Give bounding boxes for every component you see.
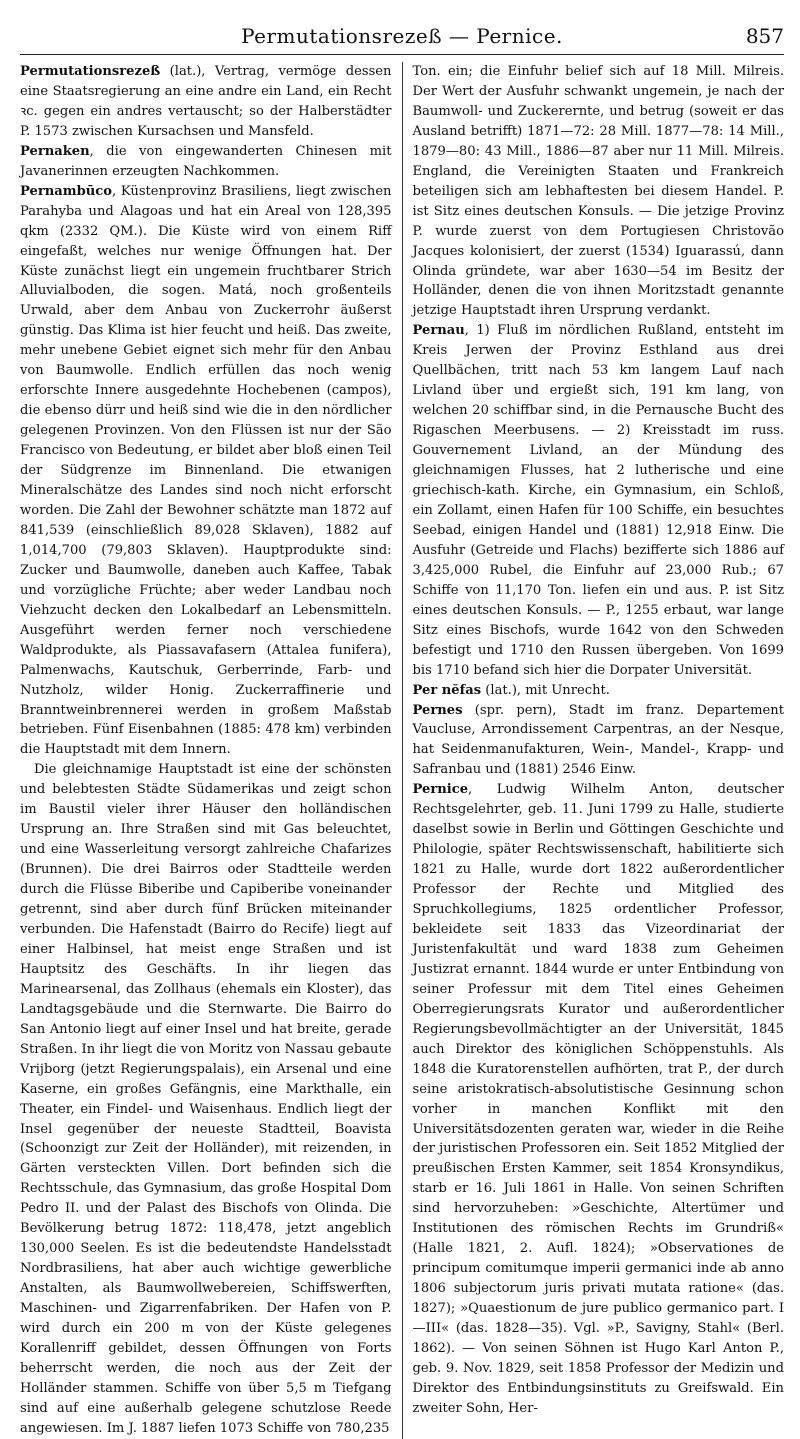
headword: Pernes bbox=[412, 702, 463, 718]
page-number: 857 bbox=[745, 24, 784, 48]
headword: Pernaken bbox=[20, 143, 90, 159]
paragraph-text: Die gleichnamige Hauptstadt ist eine der schönsten und belebtesten Städte Südamerikas und zeigt schon im Baustil vieler ihrer Häuser den holländischen Ursprung an. Ihre Straßen sind mit Gas beleuchtet, und eine Wasserleitung versorgt zahlreiche Chafarizes (Brunnen). Die drei Bairros oder Stadtteile werden durch die Flüsse Biberibe und Capiberibe voneinander getrennt, sind aber durch fünf Brücken miteinander verbunden. Die Hafenstadt (Bairro do Recife) liegt auf einer Halbinsel, hat meist enge Straßen und ist Hauptsitz des Geschäfts. In ihr liegen das Marinearsenal, das Zollhaus (ehemals ein Kloster), das Landtagsgebäude und die Sternwarte. Die Bairro do San Antonio liegt auf einer Insel und hat breite, gerade Straßen. In ihr liegt die von Moritz von Nassau gebaute Vrijborg (jetzt Regierungspalais), ein Arsenal und eine Kaserne, ein großes Gefängnis, eine Markthalle, ein Theater, ein Findel- und Waisenhaus. Endlich liegt der Insel gegenüber der neueste Stadtteil, Boavista (Schoonzigt zur Zeit der Holländer), mit reizenden, in Gärten versteckten Villen. Dort befinden sich die Rechtsschule, das Gymnasium, das große Hospital Dom Pedro II. und der Palast des Bischofs von Olinda. Die Bevölkerung betrug 1872: 118,478, jetzt angeblich 130,000 Seelen. Es ist die bedeutendste Handelsstadt Nordbrasiliens, hat aber auch wichtige gewerbliche Anstalten, als Baumwollwebereien, Schiffswerften, Maschinen- und Zigarrenfabriken. Der Hafen von P. wird durch ein 200 m von der Küste gelegenes Korallenriff gebildet, dessen Öffnungen von Forts beherrscht werden, die noch aus der Zeit der Holländer stammen. Schiffe von über 5,5 m Tiefgang sind auf eine außerhalb gelegene schutzlose Reede angewiesen. Im J. 1887 liefen 1073 Schiffe von 780,235 bbox=[20, 762, 392, 1436]
entry-text: , Küstenprovinz Brasiliens, liegt zwischen Parahyba und Alagoas und hat ein Areal von 128,395 qkm (2332 QM.). Die Küste wird von einem Riff eingefaßt, welches nur wenige Öffnungen hat. Der Küste zunächst liegt ein ungemein fruchtbarer Strich Alluvialboden, die sogen. Matá, noch großenteils Urwald, aber dem Anbau von Zuckerrohr äußerst günstig. Das Klima ist hier feucht und heiß. Das zweite, mehr unebene Gebiet eignet sich mehr für den Anbau von Baumwolle. Endlich erfüllen das noch wenig erforschte Innere ausgedehnte Hochebenen (campos), die ebenso dürr und heiß sind wie die in den nördlicher gelegenen Provinzen. Von den Flüssen ist nur der São Francisco von Bedeutung, er bildet aber bloß einen Teil der Südgrenze im Binnenland. Die etwanigen Mineralschätze des Landes sind noch nicht erforscht worden. Die Zahl der Bewohner schätzte man 1872 auf 841,539 (einschließlich 89,028 Sklaven), 1882 auf 1,014,700 (79,803 Sklaven). Hauptprodukte sind: Zucker und Baumwolle, daneben auch Kaffee, Tabak und vorzügliche Früchte; aber weder Landbau noch Viehzucht decken den Lokalbedarf an Lebensmitteln. Ausgeführt werden ferner noch verschiedene Waldprodukte, als Piassavafasern (Attalea funifera), Palmenwachs, Kautschuk, Gerberrinde, Farb- und Nutzholz, wilder Honig. Zuckerraffinerie und Branntweinbrennerei werden in großem Maßstab betrieben. Fünf Eisenbahnen (1885: 478 km) verbinden die Hauptstadt mit dem Innern. bbox=[20, 183, 392, 758]
entry-pernice bbox=[413, 780, 785, 1419]
paragraph-hauptstadt bbox=[20, 760, 392, 1438]
entry-text: , die von eingewanderten Chinesen mit Javanerinnen erzeugten Nachkommen. bbox=[20, 143, 392, 179]
right-column bbox=[403, 62, 785, 1439]
entry-pernambuco bbox=[20, 182, 392, 761]
paragraph-continuation bbox=[413, 62, 785, 321]
entry-text: , Ludwig Wilhelm Anton, deutscher Rechtsgelehrter, geb. 11. Juni 1799 zu Halle, studierte daselbst sowie in Berlin und Göttingen Geschichte und Philologie, später Rechtswissenschaft, habilitierte sich 1821 zu Halle, wurde dort 1822 außerordentlicher Professor der Rechte und Mitglied des Spruchkollegiums, 1825 ordentlicher Professor, bekleidete seit 1833 das Vizeordinariat der Juristenfakultät und ward 1838 zum Geheimen Justizrat ernannt. 1844 wurde er unter Entbindung von seiner Professur mit dem Titel eines Geheimen Oberregierungsrats Kurator und außerordentlicher Regierungsbevollmächtigter an der Universität, 1845 auch Direktor des königlichen Schöppenstuhls. Als 1848 die Kuratorenstellen aufhörten, trat P., der durch seine aristokratisch-absolutistische Gesinnung schon vorher in manchen Konflikt mit den Universitätsdozenten geraten war, wieder in die Reihe der juristischen Professoren ein. Seit 1852 Mitglied der preußischen Ersten Kammer, seit 1854 Kronsyndikus, starb er 16. Juli 1861 in Halle. Von seinen Schriften sind hervorzuheben: »Geschichte, Altertümer und Institutionen des römischen Rechts im Grundriß« (Halle 1821, 2. Aufl. 1824); »Observationes de principum comitumque imperii germanici inde ab anno 1806 subjectorum juris privati mutata ratione« (das. 1827); »Quaestionum de jure publico germanico part. I—III« (das. 1828—35). Vgl. »P., Savigny, Stahl« (Berl. 1862). — Von seinen Söhnen ist Hugo Karl Anton P., geb. 9. Nov. 1829, seit 1858 Professor der Medizin und Direktor des Entbindungsinstituts zu Greifswald. Ein zweiter Sohn, Her- bbox=[412, 782, 784, 1416]
page bbox=[20, 22, 784, 1436]
entry-text: (lat.), mit Unrecht. bbox=[481, 682, 610, 698]
entry-per-nefas bbox=[413, 681, 785, 701]
headword: Pernice bbox=[412, 782, 469, 798]
headword: Per nĕfas bbox=[412, 682, 482, 698]
text-columns bbox=[20, 62, 784, 1439]
headword: Permutationsrezeß bbox=[20, 64, 161, 79]
entry-text: (spr. pern), Stadt im franz. Departement Vaucluse, Arrondissement Carpentras, an der Nesque, hat Seidenmanufakturen, Wein-, Mandel-, Krapp- und Safranbau und (1881) 2546 Einw. bbox=[412, 702, 784, 778]
entry-text: , 1) Fluß im nördlichen Rußland, entsteht im Kreis Jerwen der Provinz Esthland aus drei Quellbächen, tritt nach 53 km langem Lauf nach Livland über und ergießt sich, 191 km lang, von welchen 20 schiffbar sind, in die Pernausche Bucht des Rigaschen Meerbusens. — 2) Kreisstadt im russ. Gouvernement Livland, an der Mündung des gleichnamigen Flusses, hat 2 lutherische und eine griechisch-kath. Kirche, ein Gymnasium, ein Schloß, ein Zollamt, einen Hafen für 100 Schiffe, ein besuchtes Seebad, einigen Handel und (1881) 12,918 Einw. Die Ausfuhr (Getreide und Flachs) bezifferte sich 1886 auf 3,425,000 Rubel, die Einfuhr auf 23,000 Rub.; 67 Schiffe von 11,170 Ton. liefen ein und aus. P. ist Sitz eines deutschen Konsuls. — P., 1255 erbaut, war lange Sitz eines Bischofs, wurde 1642 von den Schweden befestigt und 1710 den Russen übergeben. Von 1699 bis 1710 befand sich hier die Dorpater Universität. bbox=[412, 323, 784, 678]
page-header bbox=[20, 22, 784, 55]
entry-pernaken bbox=[20, 142, 392, 182]
headword: Pernau bbox=[412, 323, 465, 339]
entry-pernes bbox=[413, 701, 785, 781]
left-column bbox=[20, 62, 403, 1439]
entry-permutationsrezess bbox=[20, 62, 392, 142]
running-title: Permutationsrezeß — Pernice. bbox=[241, 24, 563, 48]
headword: Pernambūco bbox=[20, 183, 112, 199]
entry-text: (lat.), Vertrag, vermöge dessen eine Staatsregierung an eine andre ein Land, ein Recht ꝛc. gegen ein andres vertauscht; so der Halberstädter P. 1573 zwischen Kursachsen und Mansfeld. bbox=[20, 64, 392, 139]
paragraph-text: Ton. ein; die Einfuhr belief sich auf 18 Mill. Milreis. Der Wert der Ausfuhr schwankt ungemein, je nach der Baumwoll- und Zuckerernte, und betrug (soweit er das Ausland betrifft) 1871—72: 28 Mill. 1877—78: 14 Mill., 1879—80: 43 Mill., 1886—87 aber nur 11 Mill. Milreis. England, die Vereinigten Staaten und Frankreich beteiligen sich am lebhaftesten bei diesem Handel. P. ist Sitz eines deutschen Konsuls. — Die jetzige Provinz P. wurde zuerst von dem Portugiesen Christovão Jacques kolonisiert, der zuerst (1534) Iguarassú, dann Olinda gründete, war aber 1630—54 im Besitz der Holländer, denen die von ihnen Moritzstadt genannte jetzige Hauptstadt ihren Ursprung verdankt. bbox=[412, 64, 784, 319]
entry-pernau bbox=[413, 321, 785, 680]
